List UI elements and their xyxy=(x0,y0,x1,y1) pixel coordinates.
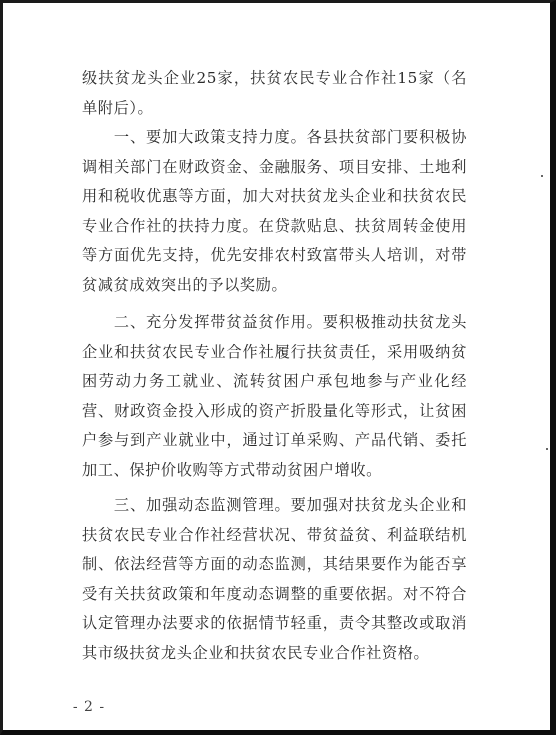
page-number: - 2 - xyxy=(72,699,106,715)
scan-speck xyxy=(541,175,543,177)
paragraph-dynamic-monitoring: 三、加强动态监测管理。要加强对扶贫龙头企业和扶贫农民专业合作社经营状况、带贫益贫、利益联结机制、依法经营等方面的动态监测，其结果要作为能否享受有关扶贫政策和年度动态调整的重要依据。对不符合认定管理办法要求的依据情节轻重，责令其整改或取消其市级扶贫龙头企业和扶贫农民专业合作社资格。 xyxy=(82,496,467,662)
paragraph-poverty-alleviation-role: 二、充分发挥带贫益贫作用。要积极推动扶贫龙头企业和扶贫农民专业合作社履行扶贫责任，采用吸纳贫困劳动力务工就业、流转贫困户承包地参与产业化经营、财政资金投入形成的资产折股量化等形式，让贫困户参与到产业就业中，通过订单采购、产品代销、委托加工、保护价收购等方式带动贫困户增收。 xyxy=(82,313,467,479)
paragraph-policy-support: 一、要加大政策支持力度。各县扶贫部门要积极协调相关部门在财政资金、金融服务、项目安排、土地利用和税收优惠等方面，加大对扶贫龙头企业和扶贫农民专业合作社的扶持力度。在贷款贴息、扶贫周转金使用等方面优先支持，优先安排农村致富带头人培训，对带贫减贫成效突出的予以奖励。 xyxy=(82,128,467,294)
scan-speck xyxy=(546,448,548,450)
paragraph-continuation: 级扶贫龙头企业25家，扶贫农民专业合作社15家（名单附后）。 xyxy=(82,69,467,117)
